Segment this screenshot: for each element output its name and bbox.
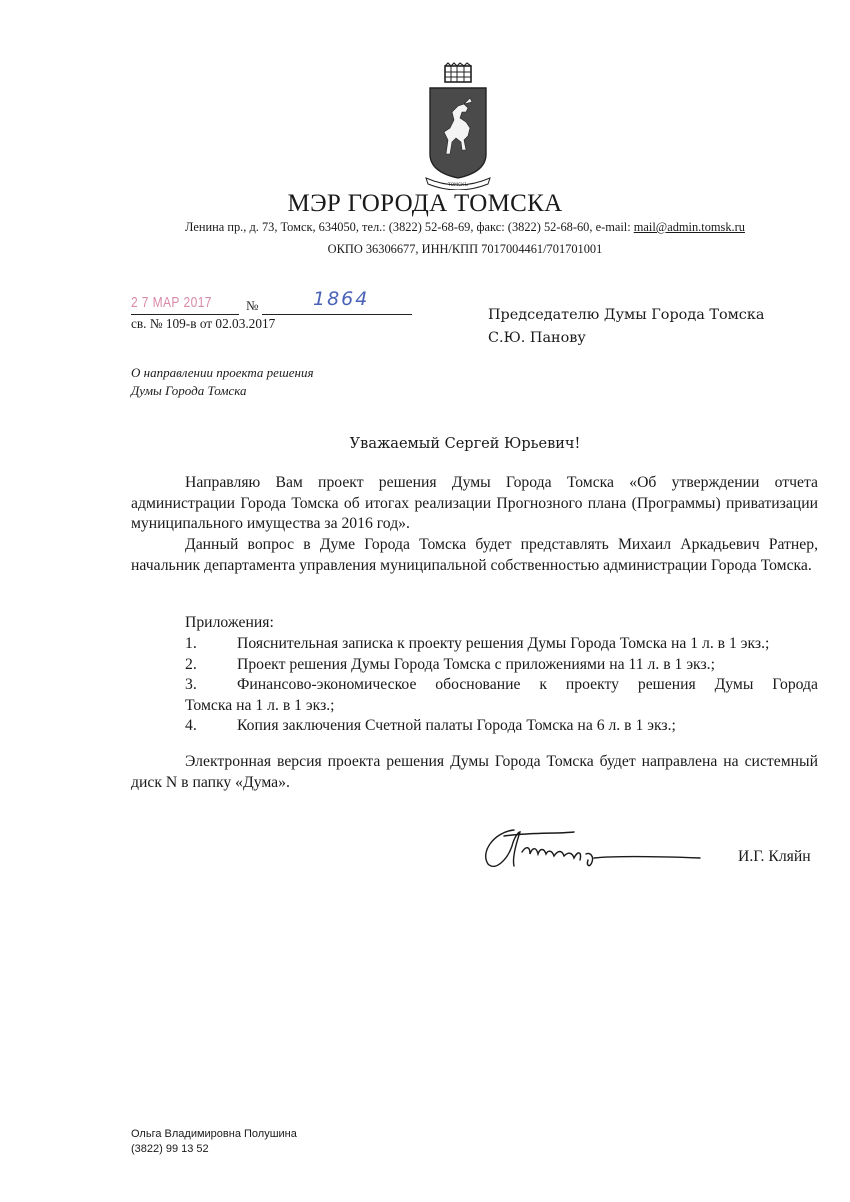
crown-icon [445,63,471,82]
motto-ribbon [426,178,490,190]
appendix-number: 2. [185,656,197,673]
registration-number: 1864 [313,288,370,310]
appendix-item [131,716,818,737]
executor-info [131,1127,297,1156]
number-underline [262,314,412,315]
date-underline [131,314,239,315]
appendix-text: Проект решения Думы Города Томска с приложениями на 11 л. в 1 экз.; [237,656,715,673]
letterhead-title: МЭР ГОРОДА ТОМСКА [287,190,563,217]
svg-text:ТОМСКЪ: ТОМСКЪ [447,183,469,188]
appendix-item [131,655,818,676]
appendix-text: Копия заключения Счетной палаты Города Томска на 6 л. в 1 экз.; [237,717,676,734]
signatory-name: И.Г. Кляйн [738,848,811,865]
appendices-title: Приложения: [185,614,274,631]
addressee-name: С.Ю. Панову [488,330,586,346]
appendix-text: Финансово-экономическое обоснование к проекту решения Думы Города [237,676,818,693]
number-label: № [246,298,259,313]
address-text: Ленина пр., д. 73, Томск, 634050, тел.: (3822) 52-68-69, факс: (3822) 52-68-60, e-mail: [185,220,634,234]
greeting: Уважаемый Сергей Юрьевич! [349,436,581,452]
letterhead-address [0,220,850,235]
addressee [488,304,764,350]
appendix-text-continued: Томска на 1 л. в 1 экз.; [185,696,335,714]
appendix-number: 4. [185,717,197,734]
body-paragraph-1: Направляю Вам проект решения Думы Города Томска «Об утверждении отчета администрации Города Томска об итогах реализации Прогнозного плана (Программы) приватизации муниципального имущества за 2016 год». [131,474,818,532]
handwritten-signature [474,822,704,874]
body-paragraph-2: Данный вопрос в Думе Города Томска будет представлять Михаил Аркадьевич Ратнер, начальник департамента управления муниципальной собственностью администрации Города Томска. [131,536,818,574]
letterhead-codes: ОКПО 36306677, ИНН/КПП 7017004461/701701001 [327,242,603,256]
email-link[interactable]: mail@admin.tomsk.ru [633,220,745,234]
body-paragraph-3: Электронная версия проекта решения Думы Города Томска будет направлена на системный диск N в папку «Дума». [131,753,818,791]
appendix-text: Пояснительная записка к проекту решения Думы Города Томска на 1 л. в 1 экз.; [237,635,770,652]
tomsk-coat-of-arms [424,62,492,190]
appendix-number: 1. [185,635,197,652]
appendix-number: 3. [185,676,197,693]
appendix-item [131,634,818,655]
executor-phone: (3822) 99 13 52 [131,1142,209,1155]
addressee-position: Председателю Думы Города Томска [488,307,765,323]
reference-line: св. № 109-в от 02.03.2017 [131,316,276,331]
subject-line-1: О направлении проекта решения [131,365,314,380]
subject [131,364,314,399]
subject-line-2: Думы Города Томска [131,382,247,398]
executor-name: Ольга Владимировна Полушина [131,1128,297,1140]
appendix-item [131,675,818,716]
date-stamp: 2 7 МАР 2017 [131,294,212,311]
